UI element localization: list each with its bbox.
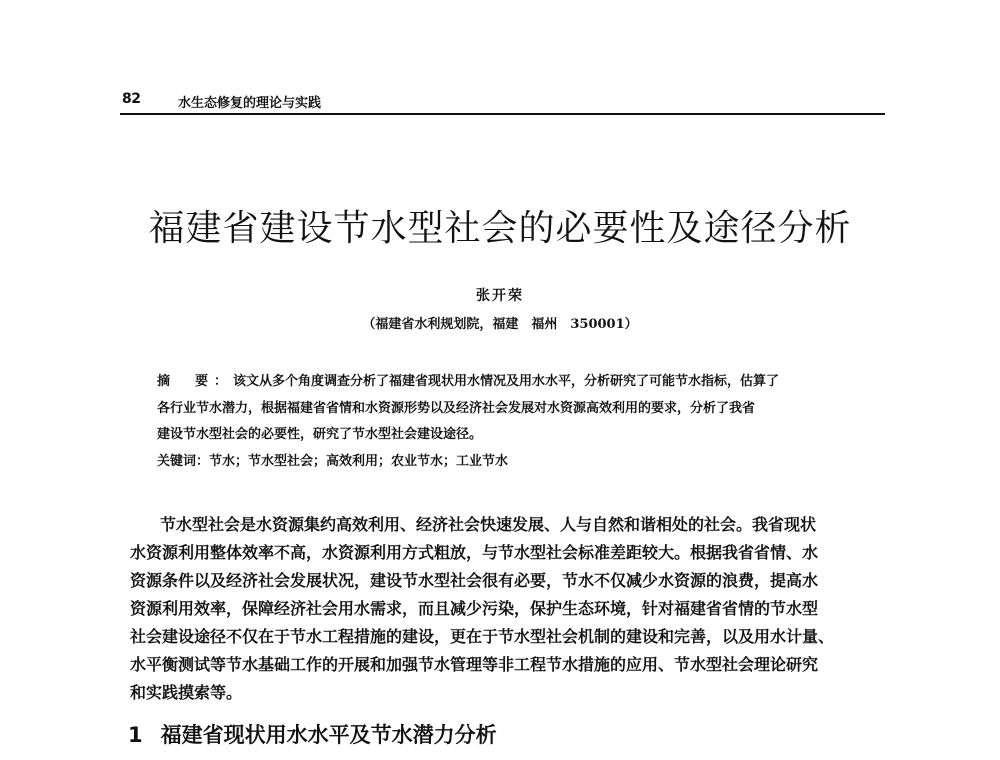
body-line: 资源条件以及经济社会发展状况，建设节水型社会很有必要，节水不仅减少水资源的浪费，提高水 <box>130 571 819 590</box>
author: 张开荣 <box>476 288 524 304</box>
section-title: 福建省现状用水水平及节水潜力分析 <box>160 723 497 747</box>
keywords-line <box>157 450 508 469</box>
body-line: 水平衡测试等节水基础工作的开展和加强节水管理等非工程节水措施的应用、节水型社会理论研究 <box>130 655 819 674</box>
abstract-line: 建设节水型社会的必要性，研究了节水型社会建设途径。 <box>157 427 483 442</box>
section-heading <box>128 719 497 749</box>
keywords-text: 节水；节水型社会；高效利用；农业节水；工业节水 <box>209 454 509 469</box>
abstract-line <box>157 370 779 389</box>
body-line: 和实践摸索等。 <box>130 683 243 702</box>
abstract-text: 该文从多个角度调查分析了福建省现状用水情况及用水水平，分析研究了可能节水指标，估算了 <box>233 374 780 389</box>
body-line: 资源利用效率，保障经济社会用水需求，而且减少污染，保护生态环境，针对福建省省情的节水型 <box>130 599 819 618</box>
article-title: 福建省建设节水型社会的必要性及途径分析 <box>148 208 852 249</box>
running-head: 水生态修复的理论与实践 <box>178 96 322 111</box>
page-number: 82 <box>122 91 141 107</box>
body-line: 水资源利用整体效率不高，水资源利用方式粗放，与节水型社会标准差距较大。根据我省省情、水 <box>130 543 819 562</box>
body-line: 节水型社会是水资源集约高效利用、经济社会快速发展、人与自然和谐相处的社会。我省现状 <box>160 515 817 534</box>
keywords-label: 关键词： <box>157 454 210 469</box>
affiliation: （福建省水利规划院，福建 福州 350001） <box>362 317 638 332</box>
abstract-line: 各行业节水潜力，根据福建省省情和水资源形势以及经济社会发展对水资源高效利用的要求，分析了我省 <box>157 401 756 416</box>
header-rule <box>120 113 885 115</box>
section-number: 1 <box>128 723 143 747</box>
abstract-label: 摘 要： <box>157 374 234 389</box>
body-line: 社会建设途径不仅在于节水工程措施的建设，更在于节水型社会机制的建设和完善，以及用水计量、 <box>130 627 835 646</box>
